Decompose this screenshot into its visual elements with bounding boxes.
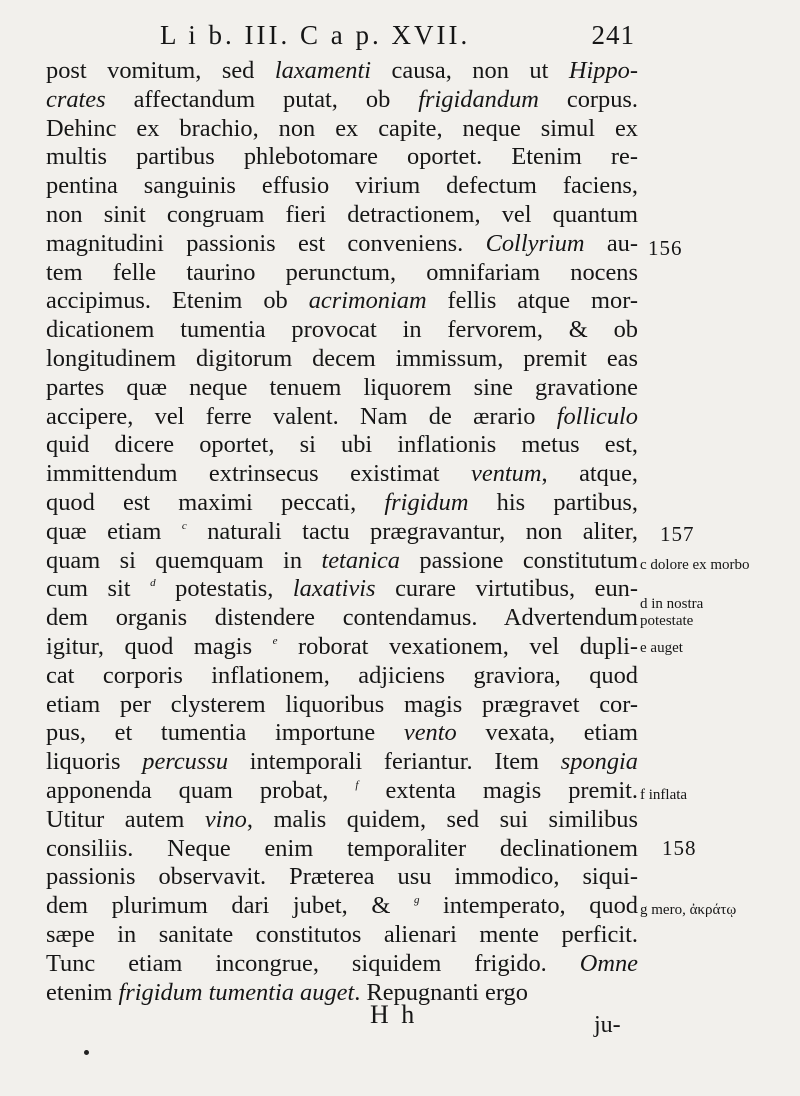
text-line: quam si quemquam in tetanica passione constitutum	[46, 546, 638, 574]
text-line: dem organis distendere contendamus. Advertendum	[46, 604, 638, 632]
running-title: L i b. III. C a p. XVII.	[160, 20, 471, 50]
text-line: immittendum extrinsecus existimat ventum, atque,	[46, 460, 638, 488]
text-line: tem felle taurino perunctum, omnifariam nocens	[46, 258, 638, 286]
text-line: pus, et tumentia importune vento vexata, etiam	[46, 719, 638, 747]
text-line: quid dicere oportet, si ubi inflationis metus est,	[46, 431, 638, 459]
text-line: quæ etiam $^c$ naturali tactu prægravantur, non aliter,	[46, 517, 638, 545]
margin-note-f: f inflata	[640, 787, 688, 803]
margin-section-number: 156	[648, 236, 683, 260]
text-line: Tunc etiam incongrue, siquidem frigido. Omne	[46, 949, 638, 977]
text-line: cum sit $^d$ potestatis, laxativis curare virtutibus, eun-	[46, 575, 638, 603]
catchword: ju-	[594, 1012, 621, 1038]
text-line: cat corporis inflationem, adjiciens graviora, quod	[46, 661, 638, 689]
text-line: dem plurimum dari jubet, & $^g$ intemperato, quod	[46, 892, 638, 920]
margin-note-e: e auget	[640, 640, 683, 656]
text-line: longitudinem digitorum decem immissum, premit eas	[46, 344, 638, 372]
text-line: accipimus. Etenim ob acrimoniam fellis atque mor-	[46, 287, 638, 315]
text-line: magnitudini passionis est conveniens. Collyrium au-	[46, 229, 638, 257]
margin-section-number: 157	[660, 522, 695, 546]
text-line: partes quæ neque tenuem liquorem sine gravatione	[46, 373, 638, 401]
text-line: apponenda quam probat, $^f$ extenta magis premit.	[46, 776, 638, 804]
page-number: 241	[591, 20, 635, 50]
main-text-block	[46, 57, 638, 1007]
text-line: Utitur autem vino, malis quidem, sed sui similibus	[46, 805, 638, 833]
ink-speck	[84, 1050, 89, 1055]
text-line: etenim frigidum tumentia auget. Repugnanti ergo	[46, 978, 528, 1006]
text-line: multis partibus phlebotomare oportet. Etenim re-	[46, 143, 638, 171]
text-line: passionis observavit. Præterea usu immodico, siqui-	[46, 863, 638, 891]
text-line: non sinit congruam fieri detractionem, vel quantum	[46, 200, 638, 228]
text-line: consiliis. Neque enim temporaliter declinationem	[46, 834, 638, 862]
margin-note-c: c dolore ex morbo	[640, 557, 750, 573]
text-line: quod est maximi peccati, frigidum his partibus,	[46, 488, 639, 516]
margin-note-d: d in nostra potestate	[640, 596, 704, 629]
text-line: pentina sanguinis effusio virium defectum faciens,	[46, 172, 638, 200]
page-header	[150, 20, 635, 60]
text-line: sæpe in sanitate constitutos alienari mente perficit.	[46, 920, 638, 948]
text-line: accipere, vel ferre valent. Nam de ærario folliculo	[46, 402, 638, 430]
text-line: dicationem tumentia provocat in fervorem, & ob	[46, 316, 638, 344]
text-line: crates affectandum putat, ob frigidandum corpus.	[46, 85, 638, 113]
margin-section-number: 158	[662, 836, 697, 860]
text-line: etiam per clysterem liquoribus magis prægravet cor-	[46, 690, 638, 718]
text-line: Dehinc ex brachio, non ex capite, neque simul ex	[46, 114, 638, 142]
text-line: post vomitum, sed laxamenti causa, non ut Hippo-	[46, 57, 638, 84]
text-line: igitur, quod magis $^e$ roborat vexationem, vel dupli-	[46, 632, 638, 660]
margin-note-g: g mero, ἀκράτῳ	[640, 902, 737, 918]
text-line: liquoris percussu intemporali feriantur. Item spongia	[46, 748, 638, 776]
signature-mark: H h	[370, 1000, 418, 1029]
